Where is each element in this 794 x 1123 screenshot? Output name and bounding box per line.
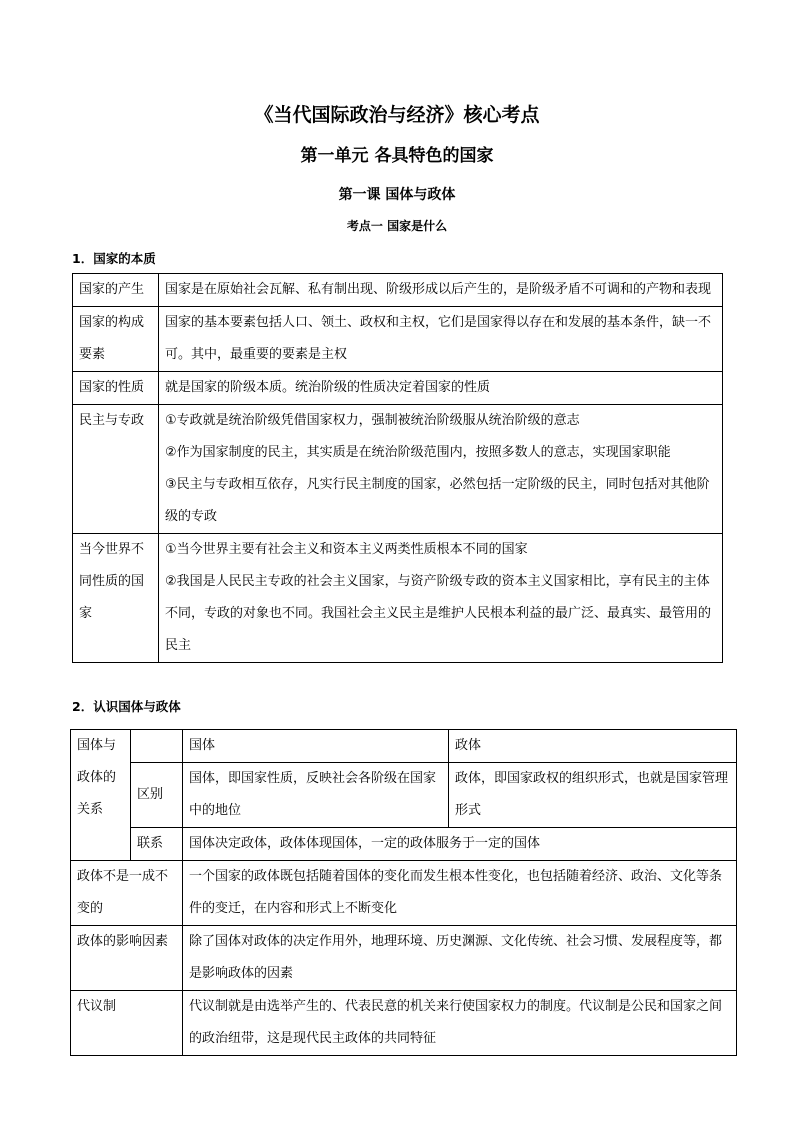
table-row xyxy=(71,730,737,763)
row-content: 除了国体对政体的决定作用外，地理环境、历史渊源、文化传统、社会习惯、发展程度等，都是影响政体的因素 xyxy=(183,926,737,991)
section-2-heading: 2．认识国体与政体 xyxy=(72,699,181,714)
table-row xyxy=(73,307,723,372)
difference-zhengti: 政体，即国家政权的组织形式，也就是国家管理形式 xyxy=(449,763,737,828)
row-content xyxy=(159,405,723,534)
row-content: 代议制就是由选举产生的、代表民意的机关来行使国家权力的制度。代议制是公民和国家之间的政治纽带，这是现代民主政体的共同特征 xyxy=(183,991,737,1056)
content-line: ②作为国家制度的民主，其实质是在统治阶级范围内，按照多数人的意志，实现国家职能 xyxy=(165,445,671,460)
link-label: 联系 xyxy=(131,828,183,861)
row-label: 政体的影响因素 xyxy=(71,926,183,991)
row-content xyxy=(159,307,723,372)
form-of-state-table xyxy=(70,729,737,1056)
content-line: 就是国家的阶级本质。统治阶级的性质决定着国家的性质 xyxy=(165,380,491,395)
table-row xyxy=(71,828,737,861)
difference-guoti: 国体，即国家性质，反映社会各阶级在国家中的地位 xyxy=(183,763,449,828)
row-content xyxy=(159,534,723,663)
row-label: 国家的性质 xyxy=(73,372,159,405)
content-line: ②我国是人民民主专政的社会主义国家，与资产阶级专政的资本主义国家相比，享有民主的主体不同，专政的对象也不同。我国社会主义民主是维护人民根本利益的最广泛、最真实、最管用的民主 xyxy=(165,574,712,653)
section-1-heading: 1．国家的本质 xyxy=(72,251,156,266)
main-title: 《当代国际政治与经济》核心考点 xyxy=(254,104,540,126)
row-label: 国家的产生 xyxy=(73,274,159,307)
row-label: 国家的构成要素 xyxy=(73,307,159,372)
table-row xyxy=(73,274,723,307)
row-label: 当今世界不同性质的国家 xyxy=(73,534,159,663)
row-content: 一个国家的政体既包括随着国体的变化而发生根本性变化，也包括随着经济、政治、文化等条件的变迁，在内容和形式上不断变化 xyxy=(183,861,737,926)
row-content xyxy=(159,274,723,307)
column-header-guoti: 国体 xyxy=(183,730,449,763)
content-line: ①专政就是统治阶级凭借国家权力，强制被统治阶级服从统治阶级的意志 xyxy=(165,413,580,428)
table-row xyxy=(71,926,737,991)
table-row xyxy=(71,861,737,926)
link-content: 国体决定政体，政体体现国体，一定的政体服务于一定的国体 xyxy=(183,828,737,861)
table-row xyxy=(73,534,723,663)
column-header-zhengti: 政体 xyxy=(449,730,737,763)
point-title: 考点一 国家是什么 xyxy=(346,219,448,233)
table-row xyxy=(73,405,723,534)
content-line: 国家是在原始社会瓦解、私有制出现、阶级形成以后产生的，是阶级矛盾不可调和的产物和表现 xyxy=(165,282,712,297)
table-row xyxy=(71,763,737,828)
relation-label: 国体与政体的关系 xyxy=(71,730,131,861)
lesson-title: 第一课 国体与政体 xyxy=(338,187,456,203)
unit-title: 第一单元 各具特色的国家 xyxy=(300,146,494,166)
content-line: 国家的基本要素包括人口、领土、政权和主权，它们是国家得以存在和发展的基本条件，缺一不可。其中，最重要的要素是主权 xyxy=(165,315,712,362)
table-row xyxy=(73,372,723,405)
row-content xyxy=(159,372,723,405)
row-label: 代议制 xyxy=(71,991,183,1056)
content-line: ①当今世界主要有社会主义和资本主义两类性质根本不同的国家 xyxy=(165,542,528,557)
row-label: 民主与专政 xyxy=(73,405,159,534)
table-row xyxy=(71,991,737,1056)
state-essence-table xyxy=(72,273,723,663)
empty-cell xyxy=(131,730,183,763)
difference-label: 区别 xyxy=(131,763,183,828)
row-label: 政体不是一成不变的 xyxy=(71,861,183,926)
content-line: ③民主与专政相互依存，凡实行民主制度的国家，必然包括一定阶级的民主，同时包括对其他阶级的专政 xyxy=(165,477,710,524)
